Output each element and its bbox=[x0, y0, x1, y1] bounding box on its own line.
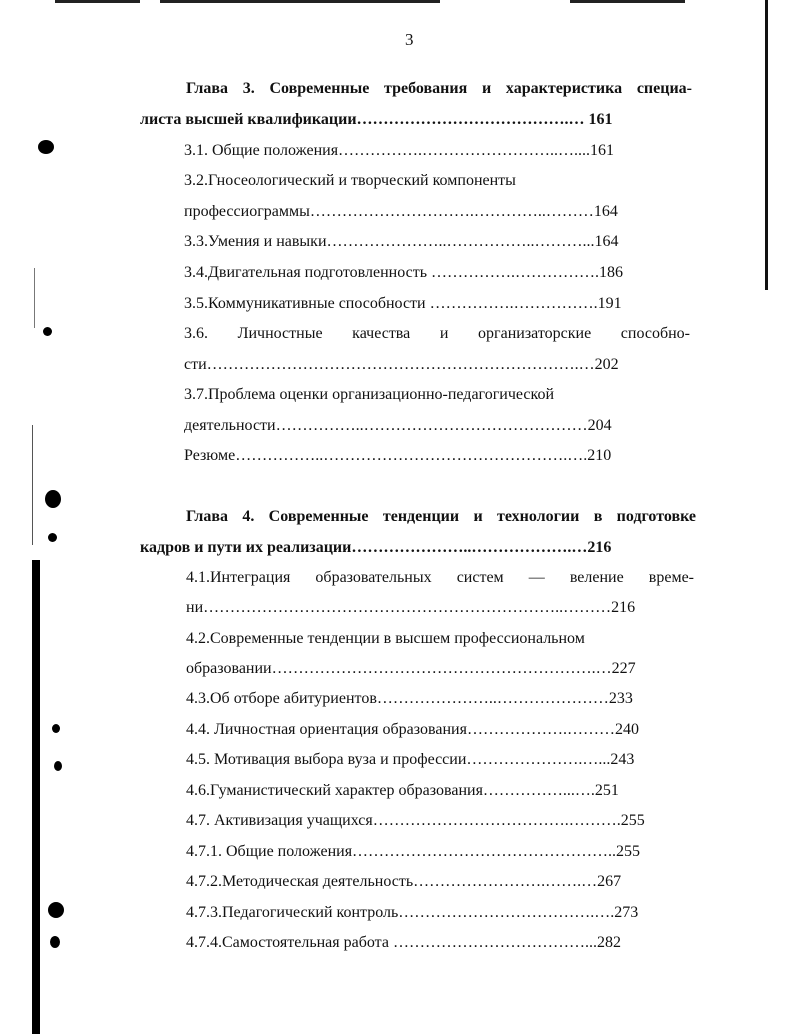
ink-blot bbox=[48, 533, 57, 542]
scan-artifact-right-edge bbox=[765, 0, 768, 290]
toc-entry: Резюме……………..……………………………………….….210 bbox=[184, 447, 612, 464]
chapter-3-title: Глава 3. Современные требования и характеристика специа- bbox=[186, 80, 692, 97]
toc-entry: 4.2.Современные тенденции в высшем профессиональном bbox=[186, 630, 585, 647]
chapter-4-title-cont: кадров и пути их реализации…………………..……………….…216 bbox=[140, 539, 612, 556]
scan-artifact-left-line-upper bbox=[34, 268, 35, 328]
scan-artifact-left-line bbox=[32, 425, 33, 545]
ink-blot bbox=[48, 902, 64, 918]
toc-entry: 4.7. Активизация учащихся……………………………….……….255 bbox=[186, 812, 645, 829]
toc-entry: 3.3.Умения и навыки…………………..……………..………...164 bbox=[184, 233, 619, 250]
toc-entry: 3.1. Общие положения…………….……………………..…....161 bbox=[184, 142, 615, 159]
ink-blot bbox=[43, 327, 52, 336]
toc-entry: 3.4.Двигательная подготовленность …………….…………….186 bbox=[184, 264, 623, 281]
toc-entry: 4.5. Мотивация выбора вуза и профессии………………….…...243 bbox=[186, 751, 635, 768]
ink-blot bbox=[52, 724, 60, 733]
scan-artifact-top-right bbox=[570, 0, 685, 3]
toc-entry: ни…………………………………………………………..………216 bbox=[186, 599, 636, 616]
scan-artifact-top-middle bbox=[160, 0, 440, 3]
toc-entry: 4.7.4.Самостоятельная работа ………………………………...282 bbox=[186, 934, 621, 951]
page-number: 3 bbox=[405, 30, 414, 49]
chapter-4-title: Глава 4. Современные тенденции и технологии в подготовке bbox=[186, 508, 696, 525]
toc-entry: 3.5.Коммуникативные способности …………….…………….191 bbox=[184, 295, 622, 312]
toc-entry: сти…………………………………………………………….…202 bbox=[184, 356, 619, 373]
scan-artifact-top-left bbox=[55, 0, 140, 3]
toc-entry: 3.2.Гносеологический и творческий компоненты bbox=[184, 172, 516, 189]
toc-entry: образовании…………………………………………………….…227 bbox=[186, 660, 636, 677]
scan-artifact-left-bar bbox=[32, 560, 40, 1034]
chapter-3-title-cont: листа высшей квалификации………………………………….… 161 bbox=[140, 111, 613, 128]
toc-entry: 4.7.1. Общие положения…………………………………………..255 bbox=[186, 843, 641, 860]
toc-entry: 4.7.2.Методическая деятельность…………………….…….…267 bbox=[186, 873, 622, 890]
ink-blot bbox=[45, 490, 61, 508]
toc-entry: 3.7.Проблема оценки организационно-педагогической bbox=[184, 386, 555, 403]
toc-entry: профессиограммы………………………….…………..………164 bbox=[184, 203, 618, 220]
toc-entry: деятельности……………..……………………………………204 bbox=[184, 417, 612, 434]
toc-entry: 4.4. Личностная ориентация образования……………….………240 bbox=[186, 721, 639, 738]
toc-entry: 4.3.Об отборе абитуриентов…………………..…………………233 bbox=[186, 690, 633, 707]
ink-blot bbox=[50, 936, 60, 948]
toc-entry: 3.6. Личностные качества и организаторские способно- bbox=[184, 325, 690, 342]
ink-blot bbox=[38, 140, 54, 154]
ink-blot bbox=[54, 761, 62, 771]
toc-entry: 4.6.Гуманистический характер образования……………...….251 bbox=[186, 782, 619, 799]
toc-entry: 4.1.Интеграция образовательных систем — веление време- bbox=[186, 569, 694, 586]
toc-entry: 4.7.3.Педагогический контроль……………………………….….273 bbox=[186, 904, 639, 921]
